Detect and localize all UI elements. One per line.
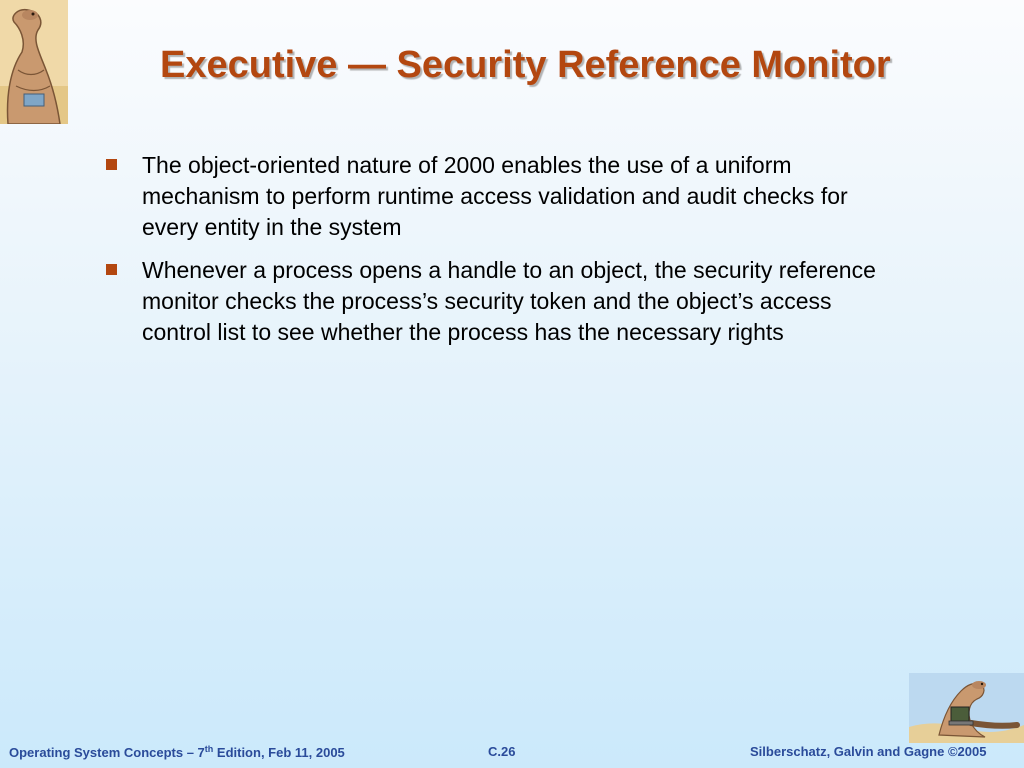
- square-bullet-icon: [106, 159, 117, 170]
- footer-copyright: Silberschatz, Galvin and Gagne ©2005: [750, 744, 987, 759]
- bullet-item: [104, 150, 904, 243]
- square-bullet-icon: [106, 264, 117, 275]
- footer-course-info: Operating System Concepts – 7th Edition, Feb 11, 2005: [9, 744, 345, 760]
- bullet-text: Whenever a process opens a handle to an object, the security reference monitor checks the process’s security token and the object’s access control list to see whether the process has the necessary rights: [142, 257, 876, 345]
- slide-title: Executive — Security Reference Monitor: [160, 44, 891, 86]
- dinosaur-logo-icon: [0, 0, 68, 124]
- bullet-item: [104, 255, 904, 348]
- bullet-list: [104, 150, 904, 360]
- bullet-text: The object-oriented nature of 2000 enables the use of a uniform mechanism to perform runtime access validation and audit checks for every entity in the system: [142, 152, 848, 240]
- footer-page-number: C.26: [488, 744, 516, 759]
- dinosaur-laptop-icon: [909, 673, 1024, 743]
